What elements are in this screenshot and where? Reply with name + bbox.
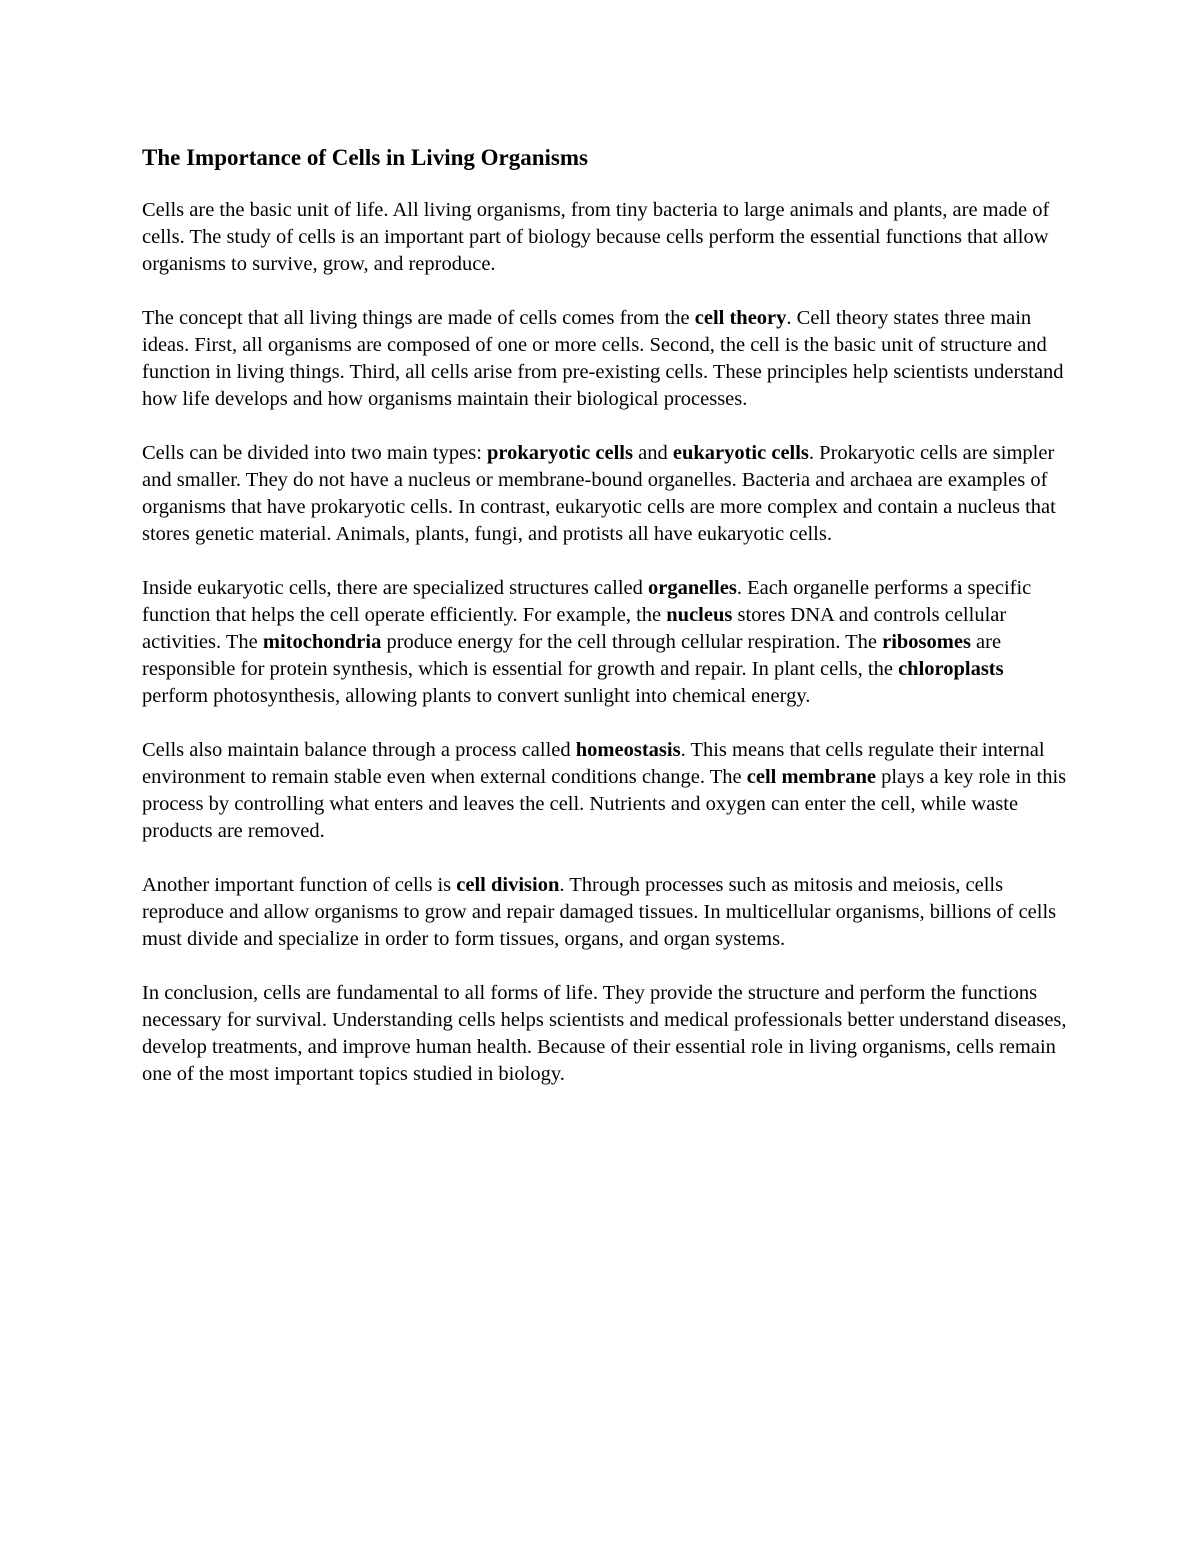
text-run: . Each organelle performs a specific function that helps the cell operate efficiently. For example, the [142, 577, 1032, 626]
paragraph [142, 980, 1072, 1088]
bold-term: cell theory [694, 307, 787, 329]
document-title: The Importance of Cells in Living Organisms [142, 145, 588, 170]
document-body [142, 143, 1072, 1115]
text-run: . Through processes such as mitosis and meiosis, cells reproduce and allow organisms to grow and repair damaged tissues. In multicellular organisms, billions of cells must divide and specialize in order to form tissues, organs, and organ systems. [142, 874, 1057, 950]
paragraph [142, 305, 1072, 413]
paragraph [142, 440, 1072, 548]
text-run: . Prokaryotic cells are simpler and smaller. They do not have a nucleus or membrane-bound organelles. Bacteria and archaea are examples of organisms that have prokaryotic cells. In contrast, eukaryotic cells are more complex and contain a nucleus that stores genetic material. Animals, plants, fungi, and protists all have eukaryotic cells. [142, 442, 1056, 545]
paragraph [142, 575, 1072, 710]
text-run: Cells are the basic unit of life. All living organisms, from tiny bacteria to large animals and plants, are made of cells. The study of cells is an important part of biology because cells perform the essential functions that allow organisms to survive, grow, and reproduce. [142, 199, 1050, 275]
text-run: . This means that cells regulate their internal environment to remain stable even when external conditions change. The [142, 739, 1045, 788]
text-run: perform photosynthesis, allowing plants to convert sunlight into chemical energy. [142, 685, 811, 707]
text-run: are responsible for protein synthesis, which is essential for growth and repair. In plant cells, the [142, 631, 1002, 680]
text-run: . Cell theory states three main ideas. First, all organisms are composed of one or more cells. Second, the cell is the basic unit of structure and function in living things. Third, all cells arise from pre-existing cells. These principles help scientists understand how life develops and how organisms maintain their biological processes. [142, 307, 1064, 410]
text-run: Another important function of cells is [142, 874, 457, 896]
text-run: Cells also maintain balance through a process called [142, 739, 576, 761]
text-run: Cells can be divided into two main types: [142, 442, 488, 464]
paragraph [142, 197, 1072, 278]
bold-term: cell division [456, 874, 560, 896]
bold-term: prokaryotic cells [487, 442, 633, 464]
text-run: In conclusion, cells are fundamental to all forms of life. They provide the structure and perform the functions necessary for survival. Understanding cells helps scientists and medical professionals better understand diseases, develop treatments, and improve human health. Because of their essential role in living organisms, cells remain one of the most important topics studied in biology. [142, 982, 1067, 1085]
text-run: and [632, 442, 673, 464]
text-run: produce energy for the cell through cellular respiration. The [381, 631, 883, 653]
text-run: Inside eukaryotic cells, there are specialized structures called [142, 577, 648, 599]
bold-term: eukaryotic cells [672, 442, 809, 464]
bold-term: cell membrane [746, 766, 876, 788]
bold-term: nucleus [666, 604, 733, 626]
paragraph [142, 872, 1072, 953]
text-run: stores DNA and controls cellular activities. The [142, 604, 1007, 653]
bold-term: mitochondria [262, 631, 382, 653]
bold-term: organelles [648, 577, 737, 599]
bold-term: homeostasis [575, 739, 681, 761]
text-run: The concept that all living things are made of cells comes from the [142, 307, 695, 329]
paragraph-list [142, 197, 1072, 1088]
text-run: plays a key role in this process by controlling what enters and leaves the cell. Nutrients and oxygen can enter the cell, while waste products are removed. [142, 766, 1067, 842]
bold-term: ribosomes [882, 631, 971, 653]
paragraph [142, 737, 1072, 845]
bold-term: chloroplasts [898, 658, 1004, 680]
